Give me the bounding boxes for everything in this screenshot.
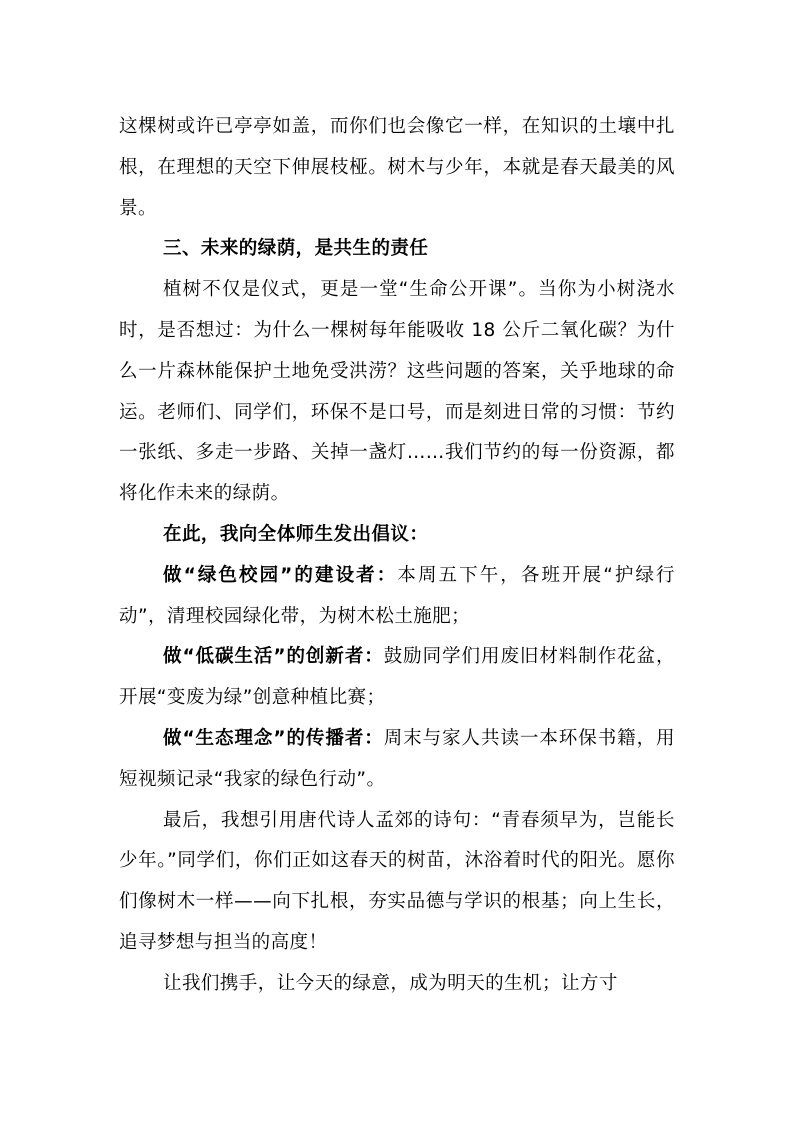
- proposal-ecology-advocate-lead: 做“生态理念”的传播者：: [163, 727, 384, 749]
- proposal-heading: 在此，我向全体师生发出倡议：: [163, 523, 429, 545]
- proposal-ecology-advocate: [119, 719, 675, 801]
- proposal-green-campus: [119, 556, 675, 638]
- proposal-low-carbon: [119, 637, 675, 719]
- paragraph-closing-partial: 让我们携手，让今天的绿意，成为明天的生机；让方寸: [163, 972, 618, 994]
- paragraph-poem-quote: 最后，我想引用唐代诗人孟郊的诗句：“青春须早为，岂能长少年。”同学们，你们正如这春天的树苗，沐浴着时代的阳光。愿你们像树木一样——向下扎根，夯实品德与学识的根基；向上生长，追寻梦想与担当的高度！: [119, 809, 675, 953]
- proposal-green-campus-lead: 做“绿色校园”的建设者：: [163, 564, 398, 586]
- proposal-low-carbon-text: 鼓励同学们用废旧材料制作花盆，开展“变废为绿”创意种植比赛；: [119, 646, 675, 709]
- proposal-ecology-advocate-text: 周末与家人共读一本环保书籍，用短视频记录“我家的绿色行动”。: [119, 727, 675, 790]
- paragraph-environmental-responsibility: 植树不仅是仪式，更是一堂“生命公开课”。当你为小树浇水时，是否想过：为什么一棵树每年能吸收 18 公斤二氧化碳？为什么一片森林能保护土地免受洪涝？这些问题的答案，关乎地球的命运。老师们、同学们，环保不是口号，而是刻进日常的习惯：节约一张纸、多走一步路、关掉一盏灯……我们节约的每一份资源，都将化作未来的绿荫。: [119, 279, 675, 505]
- document-body: [119, 107, 675, 1005]
- section-heading-future-shade: 三、未来的绿荫，是共生的责任: [163, 238, 429, 260]
- paragraph-tree-growth: 这棵树或许已亭亭如盖，而你们也会像它一样，在知识的土壤中扎根，在理想的天空下伸展枝桠。树木与少年，本就是春天最美的风景。: [119, 116, 675, 219]
- proposal-low-carbon-lead: 做“低碳生活”的创新者：: [163, 646, 384, 668]
- proposal-green-campus-text: 本周五下午，各班开展“护绿行动”，清理校园绿化带，为树木松土施肥；: [119, 564, 676, 627]
